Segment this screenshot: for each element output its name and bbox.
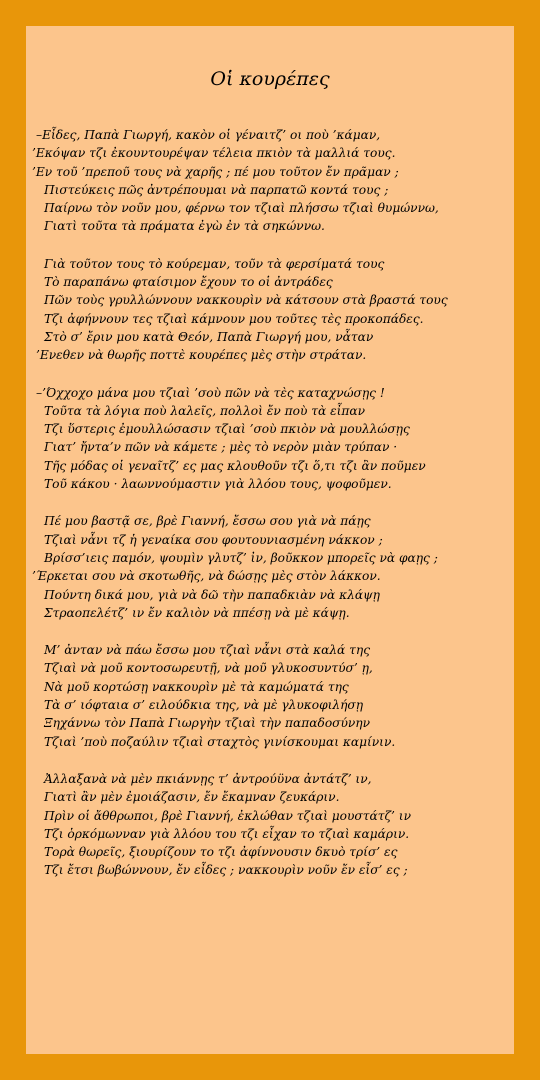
poem-page bbox=[26, 26, 514, 1054]
poem-line: Τῆς μόδας οἱ γεναῖτζ’ ες μας κλουθοῦν τζι ὅ,τι τζι ἂν ποῦμεν bbox=[44, 458, 426, 473]
poem-line: Τὰ σ’ ιόφταια σ’ ειλούδκια της, νὰ μὲ γλυκοφιλήσῃ bbox=[44, 698, 364, 713]
poem-line: ’Έρκεται σου νὰ σκοτωθῆς, νὰ δώσῃς μὲς στὸν λάκκον. bbox=[32, 569, 381, 584]
poem-line: Τοῦ κάκου · λαωννούμαστιν γιὰ λλόου τους, ψοφοῦμεν. bbox=[44, 477, 392, 492]
poem-line: Ξηχάννω τὸν Παπὰ Γιωργὴν τζιαὶ τὴν παπαδοσύνην bbox=[44, 716, 371, 731]
poem-line: ’Εκόψαν τζι ἐκουντουρέψαν τέλεια πκιὸν τὰ μαλλιά τους. bbox=[32, 146, 396, 161]
stanza-6 bbox=[32, 770, 510, 880]
poem-line: Τοῦτα τὰ λόγια ποὺ λαλεῖς, πολλοὶ ἔν ποὺ τὰ εἶπαν bbox=[44, 403, 366, 418]
stanza-1 bbox=[32, 126, 510, 236]
poem-line: Πούντη δικά μου, γιὰ νὰ δῶ τὴν παπαδκιὰν νὰ κλάψῃ bbox=[44, 587, 380, 602]
poem-line: –Εἶδες, Παπὰ Γιωργή, κακὸν οἱ γέναιτζ’ οι ποὺ ’κάμαν, bbox=[36, 128, 381, 142]
stanza-4 bbox=[32, 512, 510, 622]
poem-line: Τζι ὕστερις ἐμουλλώσασιν τζιαὶ ’σοὺ πκιὸν νὰ μουλλώσῃς bbox=[44, 422, 410, 437]
poem-line: Παίρνω τὸν νοῦν μου, φέρνω τον τζιαὶ πλήσσω τζιαὶ θυμώννω, bbox=[44, 201, 439, 216]
poem-title: Οἱ κουρέπες bbox=[210, 68, 330, 90]
poem-line: Στραοπελέτζ’ ιν ἔν καλιὸν νὰ ππέσῃ νὰ μὲ κάψῃ. bbox=[44, 605, 350, 620]
poem-line: Τορὰ θωρεῖς, ξιουρίζουν το τζι ἀφίννουσιν δκυὸ τρίσ’ ες bbox=[44, 845, 398, 860]
poem-line: Ἀλλαξανὰ νὰ μὲν πκιάννῃς τ’ ἀντρούϋνα ἀντάτζ’ ιν, bbox=[44, 771, 372, 786]
poem-line: Τζι ὁρκόμωνναν γιὰ λλόου του τζι εἶχαν το τζιαὶ καμάριν. bbox=[44, 826, 410, 841]
poem-line: Πρὶν οἱ ἄθθρωποι, βρὲ Γιαννή, ἐκλώθαν τζιαὶ μουστάτζ’ ιν bbox=[44, 808, 411, 823]
poem-line: Γιατὶ ἂν μὲν ἐμοιάζασιν, ἔν ἔκαμναν ζευκάριν. bbox=[44, 790, 340, 805]
poem-line: Στὸ σ’ ἔριν μου κατὰ Θεόν, Παπὰ Γιωργή μου, νἆταν bbox=[44, 329, 374, 344]
poem-line: Τζι ἔτσι βωβώννουν, ἔν εἶδες ; νακκουρὶν νοῦν ἔν εἶσ’ ες ; bbox=[44, 863, 408, 878]
poem-body bbox=[32, 126, 510, 899]
poem-line: Γιατὶ τοῦτα τὰ πράματα ἐγὼ ἐν τὰ σηκώννω. bbox=[44, 219, 325, 234]
stanza-5 bbox=[32, 641, 510, 751]
poem-line: Τζιαὶ νἆνι τζ ἡ γεναίκα σου φουτουνιασμένη νάκκον ; bbox=[44, 532, 383, 547]
poem-line: Νὰ μοῦ κορτώσῃ νακκουρὶν μὲ τὰ καμώματά της bbox=[44, 679, 349, 694]
stanza-3 bbox=[32, 384, 510, 494]
poem-line: Γιατ’ ἤντα’ν πῶν νὰ κάμετε ; μὲς τὸ νερὸν μιὰν τρύπαν · bbox=[44, 440, 398, 455]
poem-line: –’Όχχοχο μάνα μου τζιαὶ ’σοὺ πῶν νὰ τὲς καταχνώσῃς ! bbox=[36, 385, 385, 400]
stanza-2 bbox=[32, 255, 510, 365]
poem-line: Τζιαὶ νὰ μοῦ κοντοσωρευτῇ, νὰ μοῦ γλυκοσυντύσ’ ῃ, bbox=[44, 661, 373, 676]
poem-line: ’Ενεθεν νὰ θωρῆς ποττὲ κουρέπες μὲς στὴν στράταν. bbox=[36, 348, 367, 363]
poem-line: Μ’ ἀνταν νὰ πάω ἔσσω μου τζιαὶ νἆνι στὰ καλά της bbox=[44, 643, 371, 658]
poem-line: Βρίσσ’ιεις παμόν, ψουμὶν γλυτζ’ ἰν, βοῦκκον μπορεῖς νὰ φαῃς ; bbox=[44, 550, 438, 565]
poem-line: ’Εν τοῦ ’πρεποῦ τους νὰ χαρῆς ; πέ μου τοῦτον ἔν πρᾶμαν ; bbox=[32, 164, 399, 179]
poem-line: Τζιαὶ ’ποὺ ποζαύλιν τζιαὶ σταχτὸς γινίσκουμαι καμίνιν. bbox=[44, 734, 396, 749]
poem-line: Πιστεύκεις πῶς ἀντρέπουμαι νὰ παρπατῶ κοντά τους ; bbox=[44, 182, 389, 197]
poem-line: Τὸ παραπάνω φταίσιμον ἔχουν το οἱ ἀντράδες bbox=[44, 275, 333, 290]
poem-line: Τζι ἀφήννουν τες τζιαὶ κάμνουν μου τοῦτες τὲς προκοπάδες. bbox=[44, 311, 424, 326]
poem-line: Πῶν τοὺς γρυλλώννουν νακκουρὶν νὰ κάτσουν στὰ βραστά τους bbox=[44, 293, 448, 308]
poem-line: Πέ μου βαστᾷ σε, βρὲ Γιαννή, ἔσσω σου γιὰ νὰ πάῃς bbox=[44, 514, 371, 529]
poem-line: Γιὰ τοῦτον τους τὸ κούρεμαν, τοῦν τὰ φερσίματά τους bbox=[44, 256, 385, 271]
